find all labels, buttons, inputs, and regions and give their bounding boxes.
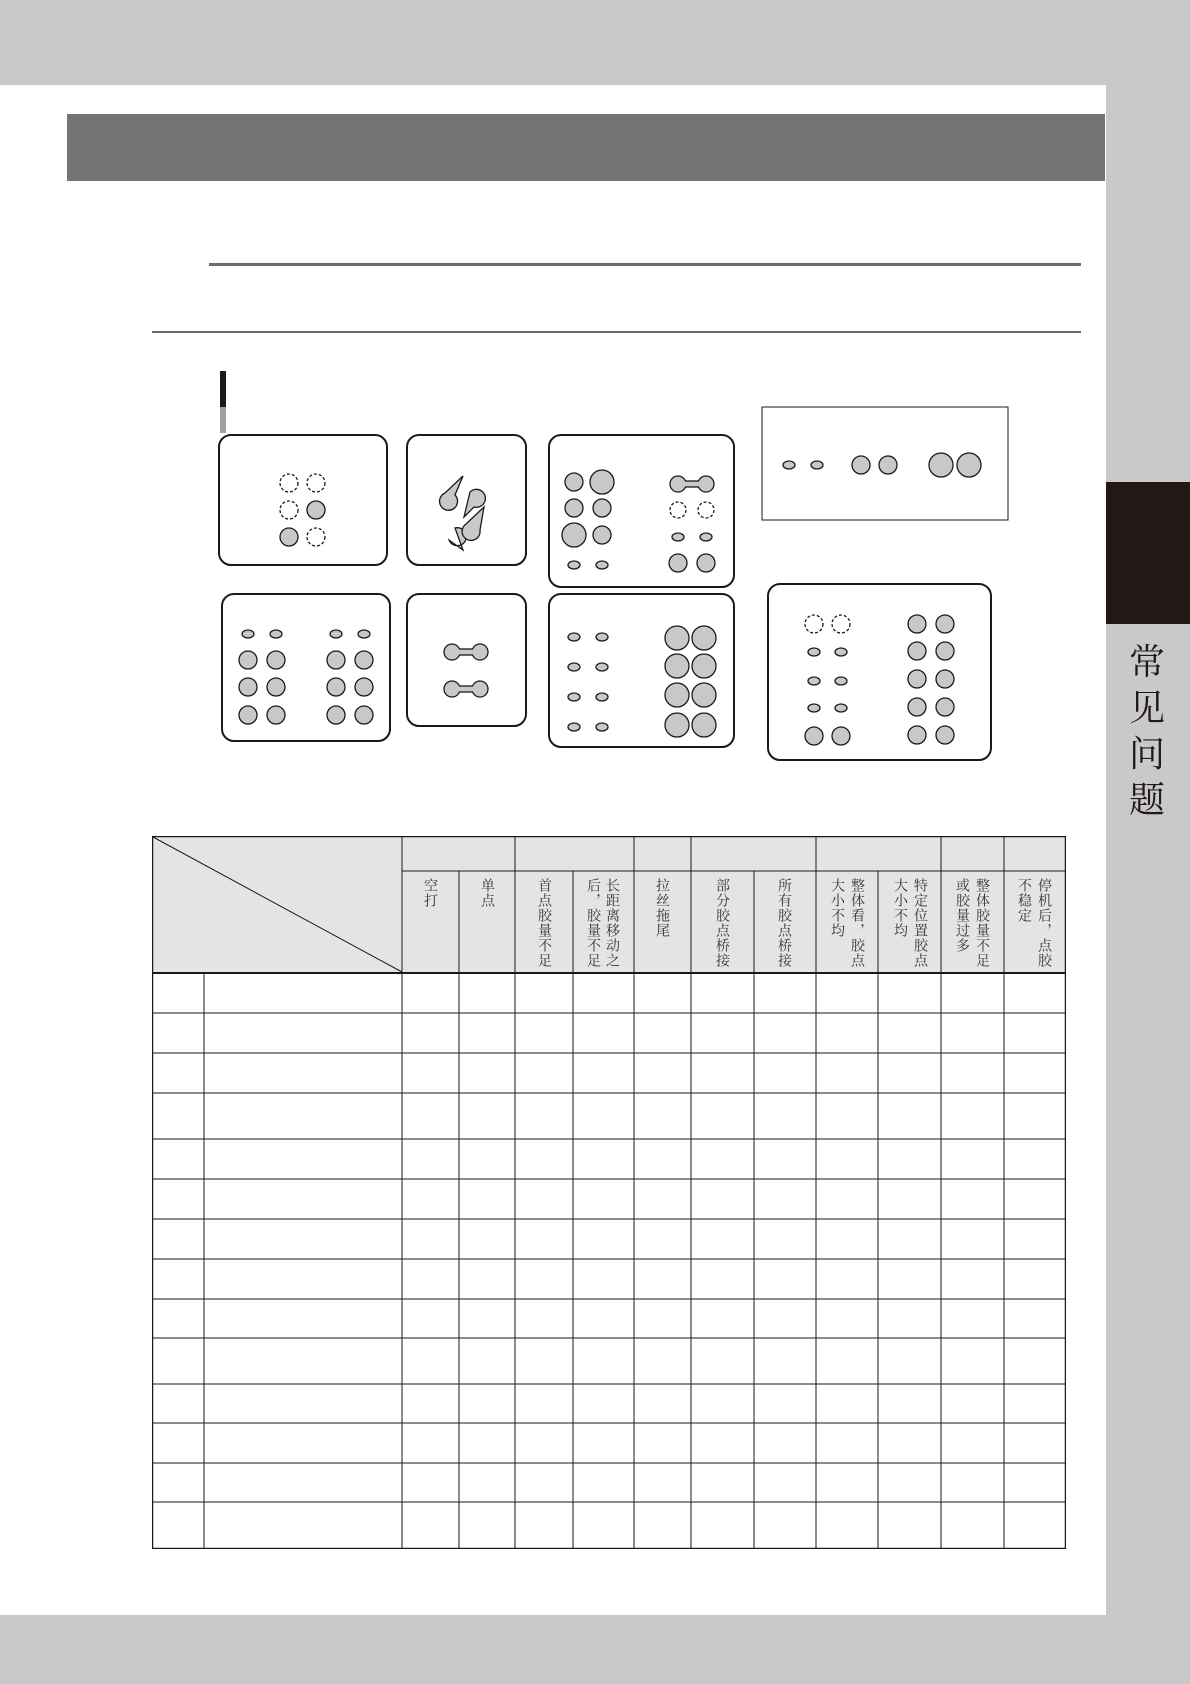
- header-single-dot: 单点: [479, 878, 495, 908]
- header-volume-line1: 整体胶量不足: [974, 878, 990, 968]
- side-label-char: 问: [1128, 734, 1165, 775]
- panel-tailing: [407, 435, 526, 565]
- header-long-move-line1: 长距离移动之: [604, 878, 620, 968]
- header-long-move-line2: 后，胶量不足: [585, 878, 601, 968]
- header-overall-uneven-line2: 大小不均: [829, 878, 845, 938]
- header-position-uneven-line2: 大小不均: [892, 878, 908, 938]
- header-all-bridging: 所有胶点桥接: [776, 878, 792, 968]
- defect-diagrams: [0, 0, 1190, 800]
- header-volume-line2: 或胶量过多: [954, 878, 970, 953]
- side-label-char: 题: [1128, 780, 1165, 821]
- panel-bridging: [407, 594, 526, 726]
- side-label-char: 见: [1128, 688, 1165, 729]
- panel-skip-dots: [219, 435, 387, 565]
- panel-unstable-after-stop: [768, 584, 991, 760]
- troubleshooting-table: [152, 836, 1066, 1549]
- header-overall-uneven-line1: 整体看，胶点: [849, 878, 865, 968]
- header-after-stop-line1: 停机后，点胶: [1036, 878, 1052, 968]
- side-label-char: 常: [1128, 642, 1165, 683]
- header-partial-bridging: 部分胶点桥接: [714, 878, 730, 968]
- header-air-shot: 空打: [422, 878, 438, 908]
- header-after-stop-line2: 不稳定: [1016, 878, 1032, 923]
- header-first-dot-insufficient: 首点胶量不足: [536, 878, 552, 968]
- header-position-uneven-line1: 特定位置胶点: [912, 878, 928, 968]
- header-stringing: 拉丝拖尾: [654, 878, 670, 938]
